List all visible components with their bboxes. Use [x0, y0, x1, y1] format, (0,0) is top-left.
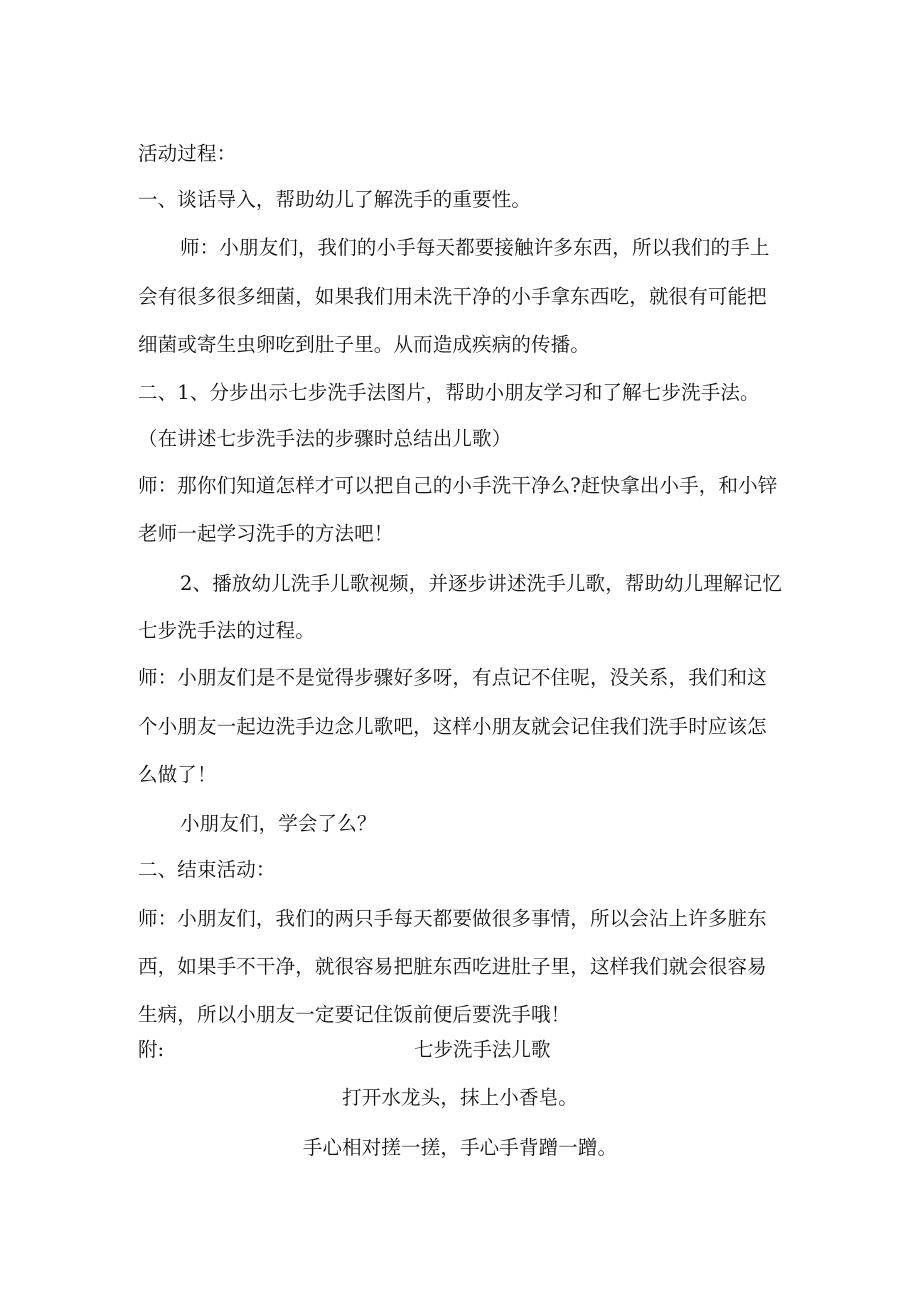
section2-step2-title: 2、播放幼儿洗手儿歌视频，并逐步讲述洗手儿歌，帮助幼儿理解记忆: [180, 572, 783, 595]
song-line: 手心相对搓一搓，手心手背蹭一蹭。: [302, 1136, 618, 1159]
song-title: 七步洗手法儿歌: [414, 1038, 551, 1061]
section2-paragraph-line: 七步洗手法的过程。: [138, 619, 315, 642]
section2-paragraph-line: 个小朋友一起边洗手边念儿歌吧，这样小朋友就会记住我们洗手时应该怎: [138, 715, 767, 738]
section2-paragraph-line: 师：小朋友们是不是觉得步骤好多呀，有点记不住呢，没关系，我们和这: [138, 666, 767, 689]
section2-paragraph-line: 老师一起学习洗手的方法吧！: [138, 522, 394, 545]
section2-step1-title: 二、1、分步出示七步洗手法图片，帮助小朋友学习和了解七步洗手法。: [138, 381, 760, 404]
section1-title: 一、谈话导入，帮助幼儿了解洗手的重要性。: [138, 188, 532, 211]
section2-paragraph-line: 么做了！: [138, 763, 217, 786]
section3-paragraph-line: 师：小朋友们，我们的两只手每天都要做很多事情，所以会沾上许多脏东: [138, 907, 767, 930]
activity-heading: 活动过程：: [138, 142, 237, 165]
section2-question: 小朋友们，学会了么？: [180, 812, 377, 835]
section3-paragraph-line: 生病，所以小朋友一定要记住饭前便后要洗手哦！: [138, 1003, 571, 1026]
section3-paragraph-line: 西，如果手不干净，就很容易把脏东西吃进肚子里，这样我们就会很容易: [138, 955, 767, 978]
section1-paragraph-line: 细菌或寄生虫卵吃到肚子里。从而造成疾病的传播。: [138, 333, 590, 356]
section3-title: 二、结束活动：: [138, 858, 276, 881]
song-line: 打开水龙头，抹上小香皂。: [342, 1086, 578, 1109]
section2-paragraph-line: 师：那你们知道怎样才可以把自己的小手洗干净么?赶快拿出小手，和小锌: [138, 474, 778, 497]
attachment-label: 附:: [138, 1038, 165, 1061]
section1-paragraph-line: 会有很多很多细菌，如果我们用未洗干净的小手拿东西吃，就很有可能把: [138, 285, 767, 308]
section2-note: （在讲述七步洗手法的步骤时总结出儿歌）: [138, 427, 512, 450]
section1-paragraph-line: 师：小朋友们，我们的小手每天都要接触许多东西，所以我们的手上: [180, 236, 770, 259]
